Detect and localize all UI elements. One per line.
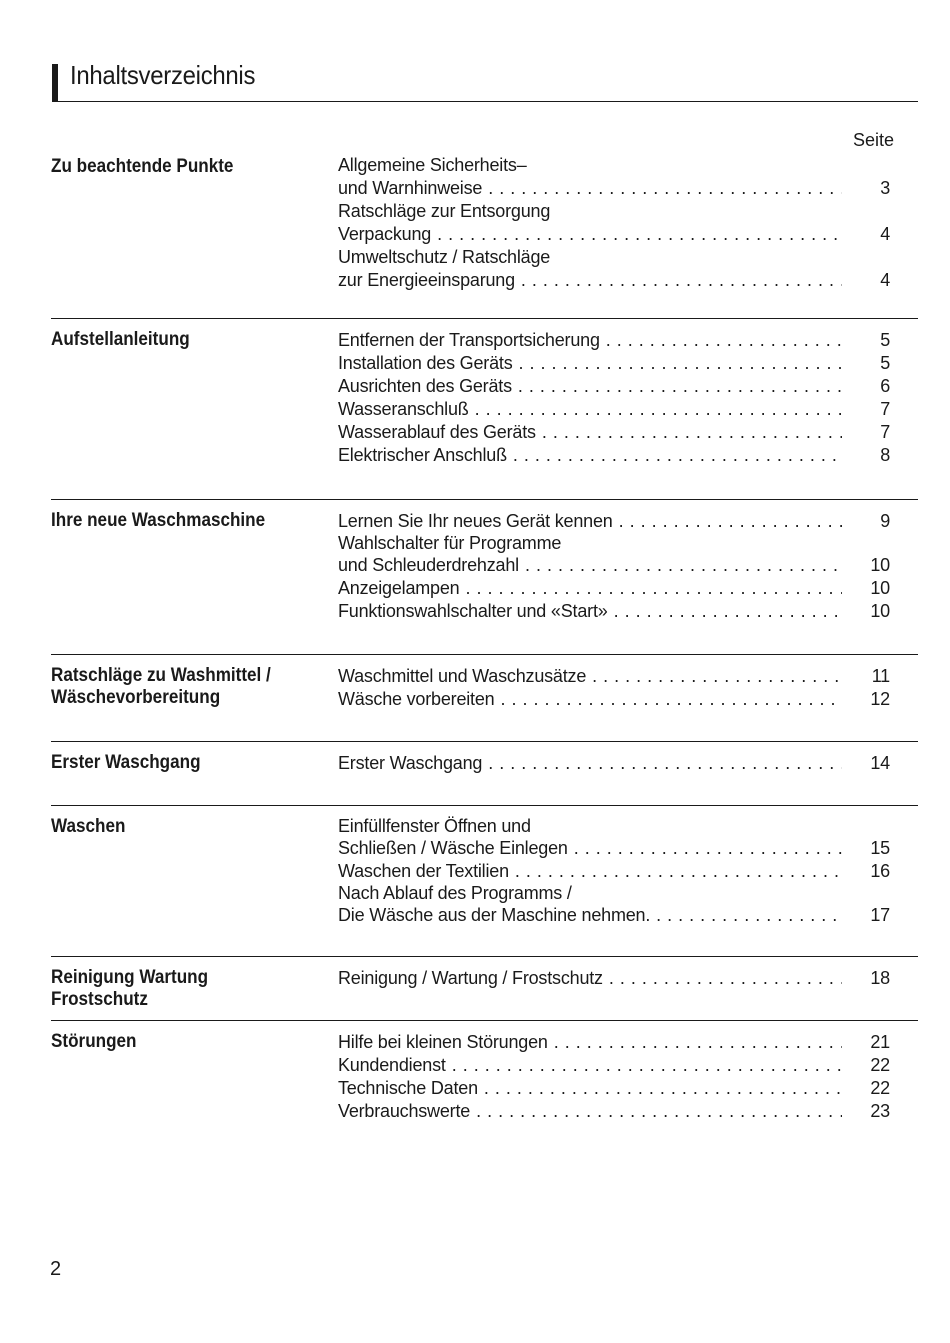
toc-entry[interactable]	[338, 177, 890, 200]
entry-text: Elektrischer Anschluß	[338, 445, 507, 465]
entry-page: 23	[870, 1101, 890, 1121]
entry-page: 4	[880, 224, 890, 244]
toc-entry[interactable]	[338, 688, 890, 711]
toc-entry[interactable]	[338, 1054, 890, 1077]
entry-page: 22	[870, 1078, 890, 1098]
section-entries	[338, 816, 890, 927]
entry-text: Verbrauchswerte	[338, 1101, 471, 1121]
dot-leader	[592, 665, 842, 688]
entry-page: 14	[870, 753, 890, 773]
section-divider	[51, 741, 918, 742]
toc-entry[interactable]	[338, 269, 890, 292]
toc-entry[interactable]	[338, 398, 890, 421]
entry-text: Verpackung	[338, 224, 432, 244]
entry-page: 15	[870, 838, 890, 858]
dot-leader	[554, 1031, 842, 1054]
section-heading	[51, 967, 294, 1011]
entry-text: Hilfe bei kleinen Störungen	[338, 1032, 548, 1052]
toc-entry[interactable]	[338, 967, 890, 990]
toc-entry[interactable]	[338, 200, 890, 223]
page-number: 2	[50, 1258, 62, 1280]
entry-text: Wäsche vorbereiten	[338, 689, 495, 709]
toc-entry[interactable]	[338, 554, 890, 577]
section-entries	[338, 154, 890, 292]
section-heading: Aufstellanleitung	[51, 329, 190, 350]
title-divider	[52, 101, 918, 102]
entry-page: 10	[870, 578, 890, 598]
section-entries	[338, 329, 890, 467]
entry-page: 10	[870, 601, 890, 621]
title-accent-bar	[52, 64, 58, 102]
entry-text: Entfernen der Transportsicherung	[338, 330, 600, 350]
section-divider	[51, 499, 918, 500]
entry-text: Allgemeine Sicherheits–	[338, 155, 527, 175]
section-entries	[338, 665, 890, 711]
toc-entry[interactable]	[338, 752, 890, 775]
toc-entry[interactable]	[338, 223, 890, 246]
dot-leader	[542, 421, 842, 444]
toc-entry[interactable]	[338, 421, 890, 444]
dot-leader	[521, 269, 842, 292]
dot-leader	[513, 444, 842, 467]
entry-text: Ratschläge zur Entsorgung	[338, 201, 551, 221]
entry-page: 6	[880, 376, 890, 396]
dot-leader	[656, 904, 842, 927]
entry-text: Wasseranschluß	[338, 399, 469, 419]
entry-page: 7	[880, 422, 890, 442]
entry-text: Erster Waschgang	[338, 753, 483, 773]
dot-leader	[476, 1100, 842, 1123]
section-divider	[51, 805, 918, 806]
toc-entry[interactable]	[338, 1077, 890, 1100]
entry-text: Waschmittel und Waschzusätze	[338, 666, 587, 686]
entry-text: Die Wäsche aus der Maschine nehmen.	[338, 905, 651, 925]
section-heading: Ihre neue Waschmaschine	[51, 510, 266, 531]
dot-leader	[518, 375, 842, 398]
dot-leader	[519, 352, 843, 375]
entry-page: 5	[880, 330, 890, 350]
dot-leader	[488, 177, 842, 200]
entry-text: Einfüllfenster Öffnen und	[338, 816, 531, 836]
entry-page: 12	[870, 689, 890, 709]
page-title: Inhaltsverzeichnis	[70, 60, 256, 90]
dot-leader	[500, 688, 842, 711]
entry-text: Umweltschutz / Ratschläge	[338, 247, 551, 267]
toc-entry[interactable]	[338, 1100, 890, 1123]
entry-page: 4	[880, 270, 890, 290]
entry-text: Wasserablauf des Geräts	[338, 422, 536, 442]
entry-text: Lernen Sie Ihr neues Gerät kennen	[338, 511, 613, 531]
dot-leader	[452, 1054, 842, 1077]
dot-leader	[475, 398, 842, 421]
entry-text: Nach Ablauf des Programms /	[338, 883, 572, 903]
section-heading: Störungen	[51, 1031, 137, 1052]
entry-text: Technische Daten	[338, 1078, 478, 1098]
entry-page: 9	[880, 511, 890, 531]
dot-leader	[437, 223, 842, 246]
toc-entry[interactable]	[338, 600, 890, 623]
section-heading: Erster Waschgang	[51, 752, 201, 773]
entry-text: Reinigung / Wartung / Frostschutz	[338, 968, 603, 988]
toc-entry[interactable]	[338, 510, 890, 533]
entry-text: Schließen / Wäsche Einlegen	[338, 838, 568, 858]
toc-entry[interactable]	[338, 577, 890, 600]
section-heading-line: Reinigung Wartung	[51, 967, 209, 988]
entry-page: 16	[870, 861, 890, 881]
toc-entry[interactable]	[338, 375, 890, 398]
entry-text: Installation des Geräts	[338, 353, 513, 373]
entry-page: 3	[880, 178, 890, 198]
toc-entry[interactable]	[338, 665, 890, 688]
entry-text: Anzeigelampen	[338, 578, 460, 598]
section-divider	[51, 318, 918, 319]
entry-page: 7	[880, 399, 890, 419]
entry-page: 10	[870, 555, 890, 575]
toc-entry[interactable]	[338, 154, 890, 177]
section-heading-line: Wäschevorbereitung	[51, 687, 221, 708]
section-entries	[338, 967, 890, 990]
toc-entry[interactable]	[338, 904, 890, 927]
entry-page: 11	[871, 666, 890, 686]
entry-text: und Warnhinweise	[338, 178, 483, 198]
dot-leader	[574, 837, 842, 860]
toc-entry[interactable]	[338, 444, 890, 467]
dot-leader	[525, 554, 842, 577]
section-heading: Waschen	[51, 816, 126, 837]
entry-page: 8	[880, 445, 890, 465]
dot-leader	[609, 967, 842, 990]
section-heading	[51, 665, 294, 709]
toc-entry[interactable]	[338, 837, 890, 860]
section-entries	[338, 752, 890, 775]
dot-leader	[484, 1077, 842, 1100]
entry-text: Ausrichten des Geräts	[338, 376, 512, 396]
entry-page: 17	[870, 905, 890, 925]
section-divider	[51, 1020, 918, 1021]
dot-leader	[488, 752, 842, 775]
entry-page: 21	[870, 1032, 890, 1052]
entry-text: Kundendienst	[338, 1055, 446, 1075]
toc-entry[interactable]	[338, 816, 890, 837]
entry-text: Waschen der Textilien	[338, 861, 509, 881]
dot-leader	[606, 329, 842, 352]
section-heading-line: Ratschläge zu Washmittel /	[51, 665, 271, 686]
section-entries	[338, 1031, 890, 1123]
toc-entry[interactable]	[338, 533, 890, 554]
entry-text: Funktionswahlschalter und «Start»	[338, 601, 608, 621]
section-heading-line: Frostschutz	[51, 989, 148, 1010]
section-heading: Zu beachtende Punkte	[51, 156, 234, 177]
section-divider	[51, 956, 918, 957]
section-entries	[338, 510, 890, 623]
dot-leader	[515, 860, 842, 883]
dot-leader	[619, 510, 842, 533]
toc-entry[interactable]	[338, 1031, 890, 1054]
entry-page: 5	[880, 353, 890, 373]
dot-leader	[465, 577, 842, 600]
entry-text: zur Energieeinsparung	[338, 270, 515, 290]
entry-page: 18	[870, 968, 890, 988]
entry-text: Wahlschalter für Programme	[338, 533, 562, 553]
toc-entry[interactable]	[338, 246, 890, 269]
toc-entry[interactable]	[338, 352, 890, 375]
entry-text: und Schleuderdrehzahl	[338, 555, 519, 575]
toc-entry[interactable]	[338, 883, 890, 904]
dot-leader	[614, 600, 842, 623]
entry-page: 22	[870, 1055, 890, 1075]
section-divider	[51, 654, 918, 655]
toc-entry[interactable]	[338, 860, 890, 883]
toc-entry[interactable]	[338, 329, 890, 352]
seite-column-label: Seite	[852, 130, 894, 150]
